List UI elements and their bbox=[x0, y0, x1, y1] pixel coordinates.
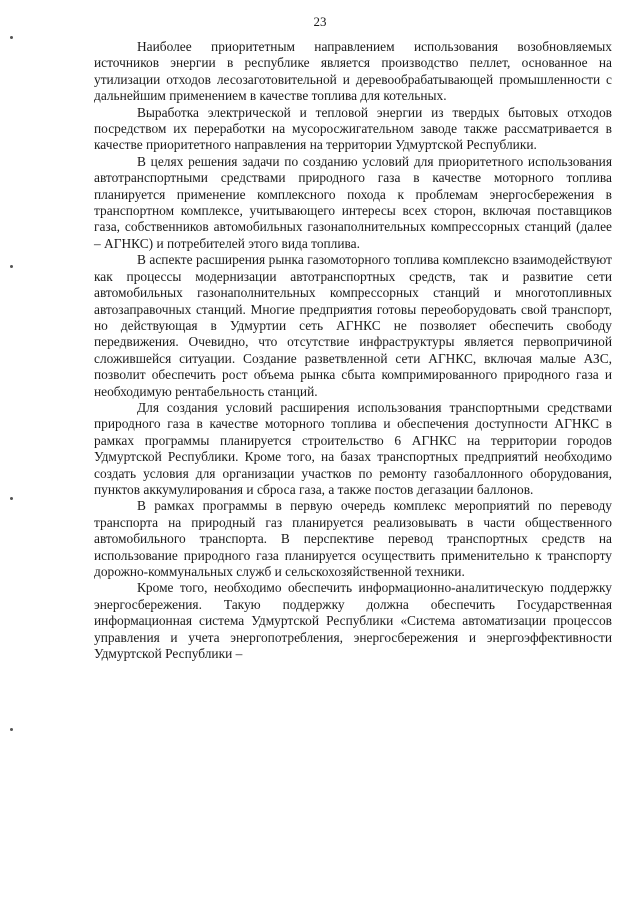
paragraph-6: В рамках программы в первую очередь комплекс мероприятий по переводу транспорта на природный газ планируется реализовывать в части общественного автомобильного транспорта. В перспективе перевод транспортных средств на использование природного газа планируется осуществить применительно к транспорту дорожно-коммунальных служб и сельскохозяйственной техники. bbox=[94, 498, 612, 579]
paragraph-4: В аспекте расширения рынка газомоторного топлива комплексно взаимодействуют как процессы модернизации автотранспортных средств, так и развитие сети автомобильных газонаполнительных компрессорных станций и многотопливных автозаправочных станций. Многие предприятия готовы переоборудовать свой транспорт, но действующая в Удмуртии сеть АГНКС не позволяет обеспечить свободу передвижения. Очевидно, что отсутствие инфраструктуры является первопричиной сложившейся ситуации. Создание разветвленной сети АГНКС, включая малые АЗС, позволит обеспечить рост объема рынка сбыта компримированного природного газа и необходимую рентабельность станций. bbox=[94, 252, 612, 399]
paragraph-3: В целях решения задачи по созданию условий для приоритетного использования автотранспортными средствами природного газа в качестве моторного топлива планируется применение комплексного похода к проблемам энергосбережения в транспортном комплексе, учитывающего интересы всех сторон, включая поставщиков газа, собственников автомобильных газонаполнительных компрессорных станций (далее – АГНКС) и потребителей этого вида топлива. bbox=[94, 153, 612, 251]
scan-artifact bbox=[10, 265, 13, 268]
page-number: 23 bbox=[313, 14, 327, 29]
paragraph-1: Наиболее приоритетным направлением использования возобновляемых источников энергии в республике является производство пеллет, основанное на утилизации отходов лесозаготовительной и деревообрабатывающей промышленности с дальнейшим применением в качестве топлива для котельных. bbox=[94, 39, 612, 104]
paragraph-5: Для создания условий расширения использования транспортными средствами природного газа в качестве моторного топлива и обеспечения доступности АГНКС в рамках программы планируется строительство 6 АГНКС на территории городов Удмуртской Республики. Кроме того, на базах транспортных предприятий необходимо создать условия для организации участков по ремонту газобаллонного оборудования, пунктов аккумулирования и сброса газа, а также постов дегазации баллонов. bbox=[94, 399, 612, 497]
scan-artifact bbox=[10, 36, 13, 39]
scan-artifact bbox=[10, 728, 13, 731]
body-text bbox=[94, 39, 612, 662]
paragraph-7: Кроме того, необходимо обеспечить информационно-аналитическую поддержку энергосбережения. Такую поддержку должна обеспечить Государственная информационная система Удмуртской Республики «Система автоматизации процессов управления и учета энергопотребления, энергосбережения и энергоэффективности Удмуртской Республики – bbox=[94, 580, 612, 662]
scan-artifact bbox=[10, 497, 13, 500]
paragraph-2: Выработка электрической и тепловой энергии из твердых бытовых отходов посредством их переработки на мусоросжигательном заводе также рассматривается в качестве приоритетного направления на территории Удмуртской Республики. bbox=[94, 104, 612, 153]
